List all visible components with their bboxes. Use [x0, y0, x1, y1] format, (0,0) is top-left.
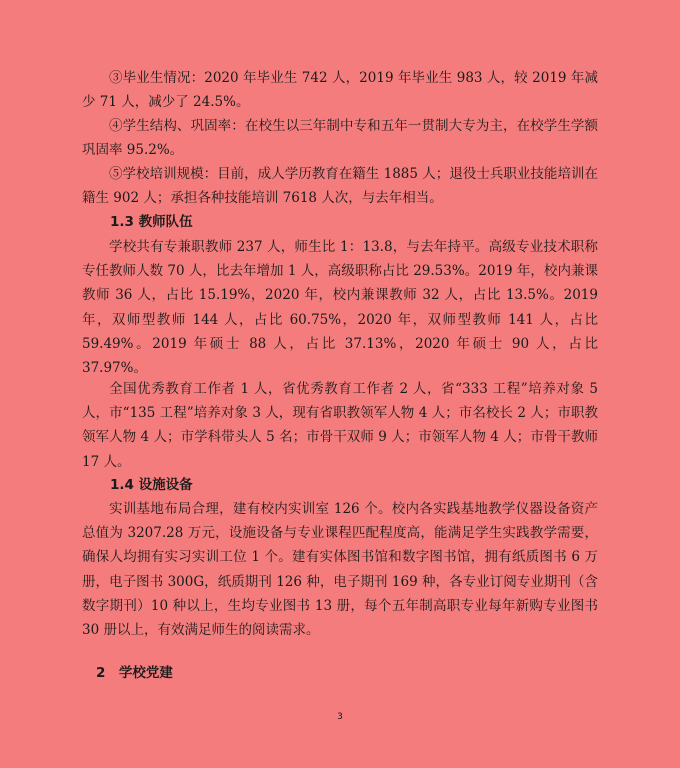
heading-teachers: 1.3 教师队伍	[110, 214, 193, 230]
heading-party-building: 2 学校党建	[96, 665, 173, 681]
paragraph-teachers: 学校共有专兼职教师 237 人，师生比 1：13.8，与去年持平。高级专业技术职称专任教师人数 70 人，比去年增加 1 人，高级职称占比 29.53%。2019 年，校内兼课教师 36 人，占比 15.19%，2020 年，校内兼课教师 32 人，占比 13.5%。2019 年，双师型教师 144 人，占比 60.75%，2020 年，双师型教师 141 人，占比 59.49%。2019 年硕士 88 人，占比 37.13%，2020 年硕士 90 人，占比 37.97%。	[82, 239, 598, 377]
paragraph-graduates: ③毕业生情况：2020 年毕业生 742 人，2019 年毕业生 983 人，较 2019 年减少 71 人，减少了 24.5%。	[82, 70, 598, 111]
paragraph-honors: 全国优秀教育工作者 1 人，省优秀教育工作者 2 人，省“333 工程”培养对象 5 人，市“135 工程”培养对象 3 人，现有省职教领军人物 4 人；市名校长 2 人；市职教领军人物 4 人；市学科带头人 5 名；市骨干双师 9 人；市领军人物 4 人；市骨干教师 17 人。	[82, 381, 598, 470]
page-number: 3	[337, 712, 343, 722]
heading-facilities: 1.4 设施设备	[110, 477, 193, 493]
paragraph-student-structure: ④学生结构、巩固率：在校生以三年制中专和五年一贯制大专为主，在校学生学额巩固率 95.2%。	[82, 118, 598, 159]
paragraph-facilities: 实训基地布局合理，建有校内实训室 126 个。校内各实践基地教学仪器设备资产总值为 3207.28 万元，设施设备与专业课程匹配程度高，能满足学生实践教学需要，确保人均拥有实习实训工位 1 个。建有实体图书馆和数字图书馆，拥有纸质图书 6 万册，电子图书 300G，纸质期刊 126 种，电子期刊 169 种，各专业订阅专业期刊（含数字期刊）10 种以上，生均专业图书 13 册，每个五年制高职专业每年新购专业图书 30 册以上，有效满足师生的阅读需求。	[82, 501, 598, 639]
paragraph-training-scale: ⑤学校培训规模：目前，成人学历教育在籍生 1885 人；退役士兵职业技能培训在籍生 902 人；承担各种技能培训 7618 人次，与去年相当。	[82, 166, 598, 207]
